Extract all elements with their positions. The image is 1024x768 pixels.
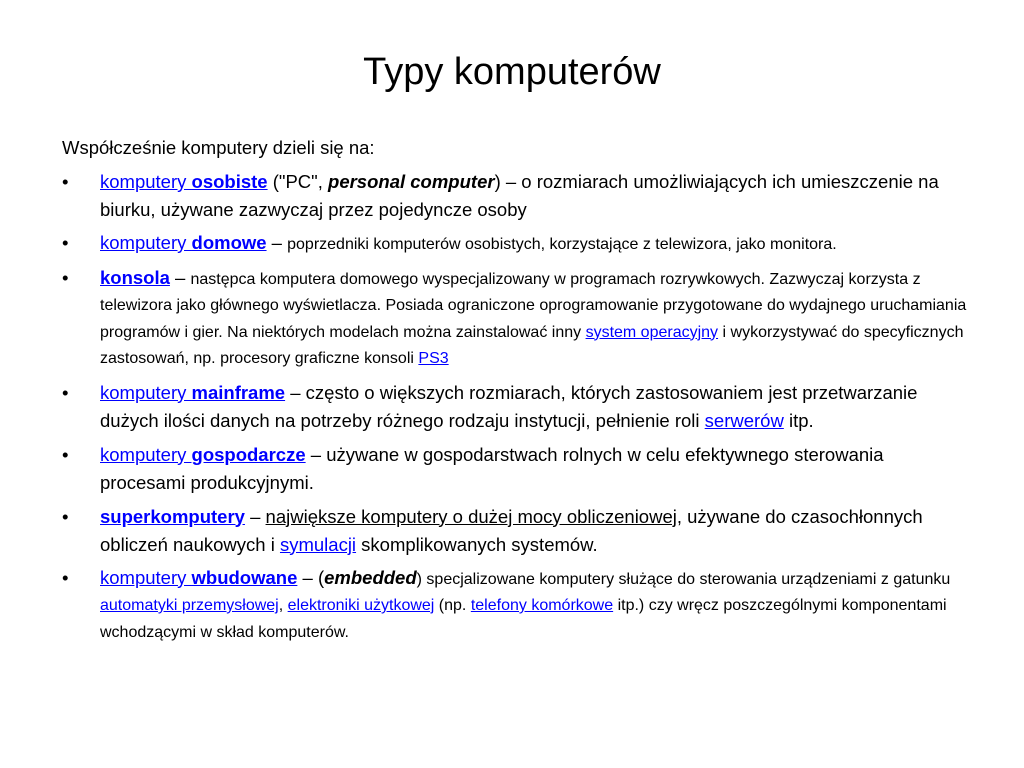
link-industrial-automation[interactable]: automatyki przemysłowej [100, 597, 279, 614]
link-mobile-phones[interactable]: telefony komórkowe [470, 597, 614, 614]
slide-title: Typy komputerów [363, 51, 661, 93]
list-item-home [62, 230, 972, 259]
computer-types-list [62, 168, 972, 646]
slide-body [62, 134, 972, 652]
link-personal-computers[interactable] [100, 171, 268, 192]
link-supercomputers[interactable] [100, 506, 245, 527]
link-keyword: superkomputery [100, 505, 245, 527]
item-text: itp.) czy wręcz poszczególnymi komponentami wchodzącymi w skład komputerów. [100, 597, 947, 641]
item-text: – często o większych rozmiarach, których zastosowaniem jest przetwarzanie dużych ilości danych na potrzeby różnego rodzaju instytucji, pełnienie roli [100, 381, 918, 431]
bullet-icon: • [62, 171, 69, 192]
bullet-icon: • [62, 232, 69, 253]
item-emphasis: embedded [324, 566, 417, 588]
list-item-supercomputers [62, 503, 972, 559]
link-keyword: mainframe [191, 381, 286, 403]
link-farm-computers[interactable] [100, 444, 306, 465]
item-text: , [278, 597, 288, 614]
link-prefix: komputery [100, 381, 192, 403]
link-ps3[interactable]: PS3 [418, 350, 449, 367]
item-text: – [169, 266, 191, 288]
intro-text: Współcześnie komputery dzieli się na: [62, 137, 375, 158]
item-text: następca komputera domowego wyspecjalizowany w programach rozrywkowych. Zazwyczaj korzysta z telewizora jako głównego wyświetlacza. Posiada ograniczone oprogramowanie przygotowane do wydajnego uruchamiania programów i gier. Na niektórych modelach można zainstalować inny [100, 270, 967, 341]
link-operating-system[interactable]: system operacyjny [585, 323, 719, 341]
item-text: (np. [434, 597, 471, 614]
bullet-icon: • [62, 266, 69, 288]
item-text: ) – o rozmiarach umożliwiających ich umieszczenie na biurku, używane zazwyczaj przez pojedyncze osoby [100, 171, 939, 220]
item-text: ) specjalizowane komputery służące do sterowania urządzeniami z gatunku [416, 570, 951, 588]
bullet-icon: • [62, 505, 69, 527]
item-text: ("PC", [267, 171, 329, 192]
link-servers[interactable]: serwerów [704, 409, 784, 431]
link-simulation[interactable]: symulacji [279, 533, 357, 555]
link-keyword: osobiste [191, 171, 268, 192]
item-text: itp. [783, 409, 814, 431]
link-keyword: gospodarcze [191, 443, 306, 465]
list-item-mainframe [62, 379, 972, 435]
item-text: – używane w gospodarstwach rolnych w celu efektywnego sterowania procesami produkcyjnymi. [100, 443, 884, 493]
bullet-icon: • [62, 566, 69, 588]
list-item-personal [62, 168, 972, 224]
link-keyword: konsola [100, 266, 170, 288]
link-keyword: domowe [191, 232, 267, 253]
link-consumer-electronics[interactable]: elektroniki użytkowej [287, 597, 435, 614]
bullet-icon: • [62, 381, 69, 403]
link-console[interactable] [100, 267, 170, 288]
link-prefix: komputery [100, 171, 192, 192]
list-item-console [62, 265, 972, 373]
item-text: skomplikowanych systemów. [356, 533, 598, 555]
link-mainframe[interactable] [100, 382, 285, 403]
item-text: – [266, 232, 288, 253]
link-embedded[interactable] [100, 567, 297, 588]
link-home-computers[interactable] [100, 232, 267, 253]
item-text: – ( [297, 566, 325, 588]
item-text: poprzedniki komputerów osobistych, korzystające z telewizora, jako monitora. [287, 236, 837, 253]
link-prefix: komputery [100, 566, 192, 588]
bullet-icon: • [62, 443, 69, 465]
item-text: , używane do czasochłonnych obliczeń naukowych i [100, 505, 923, 555]
item-text: – [244, 505, 266, 527]
link-prefix: komputery [100, 443, 192, 465]
link-keyword: wbudowane [191, 566, 298, 588]
link-prefix: komputery [100, 232, 192, 253]
list-item-embedded [62, 565, 972, 647]
item-emphasis: personal computer [328, 171, 495, 192]
item-text: i wykorzystywać do specyficznych zastosowań, np. procesory graficzne konsoli [100, 323, 964, 367]
list-item-farm [62, 441, 972, 497]
item-underlined-text: największe komputery o dużej mocy obliczeniowej [265, 505, 677, 527]
